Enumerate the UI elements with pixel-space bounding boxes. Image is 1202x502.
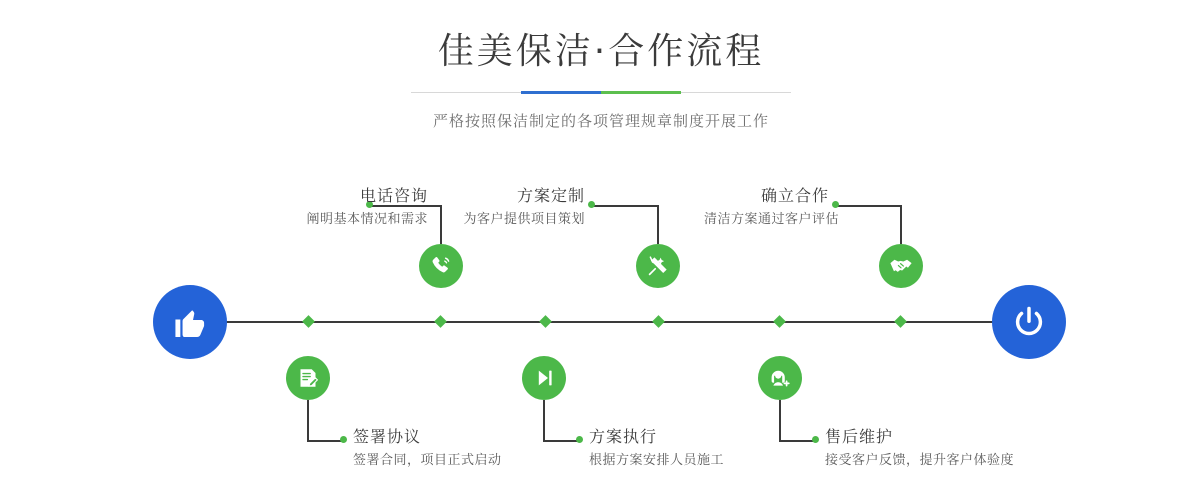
connector-dot-2: [340, 436, 347, 443]
plan-design-icon: [646, 254, 670, 278]
step-title-1: 电话咨询: [359, 186, 428, 205]
connector-dot-6: [812, 436, 819, 443]
connector-line-2b: [307, 440, 343, 442]
step-desc-3: 为客户提供项目策划: [463, 212, 585, 227]
step-icon-6: [758, 356, 802, 400]
divider-accent-blue: [521, 91, 601, 94]
axis-node: [302, 315, 315, 328]
timeline-axis: [190, 321, 1030, 323]
step-title-6: 售后维护: [825, 427, 894, 446]
connector-line-3: [657, 205, 659, 244]
customer-support-icon: [768, 366, 792, 390]
step-label-2: [353, 426, 502, 471]
step-label-1: [253, 185, 428, 230]
connector-line-6b: [779, 440, 815, 442]
connector-line-4b: [543, 440, 579, 442]
step-title-5: 确立合作: [760, 186, 829, 205]
step-desc-1: 阐明基本情况和需求: [306, 212, 428, 227]
step-icon-3: [636, 244, 680, 288]
axis-node: [539, 315, 552, 328]
axis-node: [894, 315, 907, 328]
step-title-4: 方案执行: [589, 427, 658, 446]
step-desc-4: 根据方案安排人员施工: [589, 453, 725, 468]
connector-line-2: [307, 400, 309, 440]
step-desc-5: 清洁方案通过客户评估: [704, 212, 840, 227]
start-node: [153, 285, 227, 359]
axis-node: [773, 315, 786, 328]
header: [0, 28, 1202, 131]
title-divider: [411, 86, 791, 100]
step-label-6: [825, 426, 1014, 471]
page-title: 佳美保洁·合作流程: [437, 31, 765, 72]
step-icon-2: [286, 356, 330, 400]
connector-dot-5: [832, 201, 839, 208]
end-node: [992, 285, 1066, 359]
step-icon-1: [419, 244, 463, 288]
step-label-5: [704, 185, 840, 230]
step-icon-5: [879, 244, 923, 288]
step-title-3: 方案定制: [516, 186, 585, 205]
axis-node: [434, 315, 447, 328]
step-label-3: [460, 185, 585, 230]
page-subtitle: 严格按照保洁制定的各项管理规章制度开展工作: [432, 112, 769, 130]
step-title-2: 签署协议: [353, 427, 422, 446]
power-icon: [1010, 303, 1048, 341]
connector-dot-4: [576, 436, 583, 443]
connector-line-5b: [838, 205, 901, 207]
axis-node: [652, 315, 665, 328]
connector-line-4: [543, 400, 545, 440]
step-label-4: [589, 426, 724, 471]
contract-edit-icon: [296, 366, 320, 390]
phone-call-icon: [429, 254, 453, 278]
thumbs-up-icon: [171, 303, 209, 341]
step-icon-4: [522, 356, 566, 400]
divider-accent-green: [601, 91, 681, 94]
connector-line-3b: [594, 205, 658, 207]
connector-line-1: [440, 205, 442, 244]
connector-line-6: [779, 400, 781, 440]
connector-dot-3: [588, 201, 595, 208]
connector-line-5: [900, 205, 902, 244]
step-desc-2: 签署合同，项目正式启动: [353, 453, 502, 468]
play-execute-icon: [532, 366, 556, 390]
step-desc-6: 接受客户反馈，提升客户体验度: [825, 453, 1015, 468]
handshake-icon: [888, 253, 914, 279]
